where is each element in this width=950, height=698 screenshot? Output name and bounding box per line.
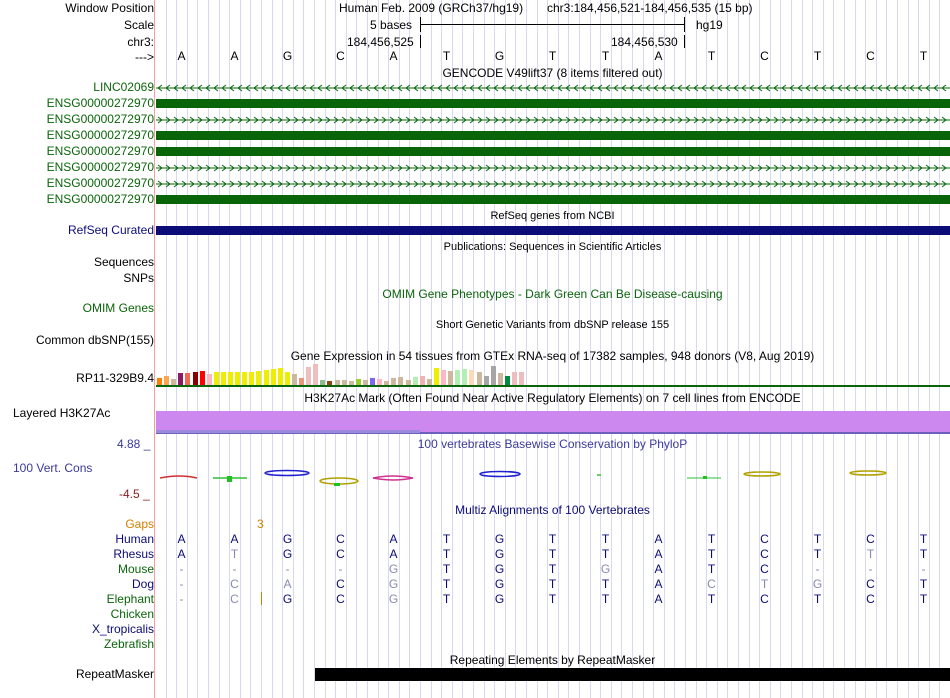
sequence-base: T bbox=[601, 49, 610, 63]
coord-left: 184,456,525 bbox=[347, 35, 414, 49]
alignment-base: A bbox=[654, 532, 663, 546]
repeatmasker-element[interactable] bbox=[315, 668, 950, 681]
gtex-tissue-bar[interactable] bbox=[306, 367, 311, 385]
alignment-base: - bbox=[285, 562, 290, 576]
gtex-tissue-bar[interactable] bbox=[477, 372, 482, 385]
alignment-base: G bbox=[388, 577, 399, 591]
refseq-label[interactable]: RefSeq Curated bbox=[67, 223, 154, 237]
gtex-tissue-bar[interactable] bbox=[264, 370, 269, 385]
alignment-base: T bbox=[442, 577, 451, 591]
multiz-species-label[interactable]: Dog bbox=[131, 577, 154, 591]
alignment-base: C bbox=[760, 547, 769, 561]
alignment-base: G bbox=[600, 562, 611, 576]
publications-track-title[interactable]: Publications: Sequences in Scientific Articles bbox=[443, 241, 662, 253]
alignment-base: A bbox=[283, 577, 292, 591]
alignment-base: A bbox=[389, 547, 398, 561]
alignment-base: G bbox=[282, 547, 293, 561]
gtex-track-title[interactable]: Gene Expression in 54 tissues from GTEx RNA-seq of 17382 samples, 948 donors (V8, Aug 2019) bbox=[290, 349, 815, 363]
gencode-gene-feature[interactable] bbox=[156, 99, 950, 108]
alignment-base: T bbox=[601, 547, 610, 561]
alignment-base: C bbox=[866, 532, 875, 546]
gtex-tissue-bar[interactable] bbox=[178, 373, 183, 385]
sequence-base: A bbox=[177, 49, 186, 63]
alignment-base: T bbox=[707, 532, 716, 546]
gaps-value: 3 bbox=[257, 517, 264, 531]
coord-left-tick bbox=[420, 35, 421, 48]
alignment-base: C bbox=[336, 592, 345, 606]
phylop-glyph-8 bbox=[687, 476, 721, 479]
alignment-base: - bbox=[815, 562, 820, 576]
alignment-base: C bbox=[336, 532, 345, 546]
alignment-base: - bbox=[179, 577, 184, 591]
alignment-base: A bbox=[654, 562, 663, 576]
sequence-base: T bbox=[813, 49, 822, 63]
gtex-tissue-bar[interactable] bbox=[462, 369, 467, 385]
sequence-base: G bbox=[282, 49, 293, 63]
multiz-species-label[interactable]: Mouse bbox=[117, 562, 154, 576]
gencode-gene-feature[interactable] bbox=[156, 147, 950, 156]
phylop-label[interactable]: 100 Vert. Cons bbox=[13, 461, 93, 475]
gtex-tissue-bar[interactable] bbox=[278, 368, 283, 385]
gap-insertion-marker bbox=[261, 592, 262, 605]
gtex-gene-line bbox=[156, 385, 950, 387]
alignment-base: C bbox=[760, 532, 769, 546]
alignment-base: A bbox=[654, 592, 663, 606]
sequence-base: C bbox=[336, 49, 345, 63]
gtex-tissue-bar[interactable] bbox=[398, 377, 403, 385]
alignment-base: C bbox=[336, 577, 345, 591]
alignment-base: T bbox=[919, 577, 928, 591]
sequence-base: A bbox=[230, 49, 239, 63]
alignment-base: G bbox=[812, 577, 823, 591]
multiz-track-title[interactable]: Multiz Alignments of 100 Vertebrates bbox=[455, 503, 650, 517]
gtex-tissue-bar[interactable] bbox=[299, 378, 304, 385]
sequence-base: A bbox=[654, 49, 663, 63]
gencode-gene-feature[interactable] bbox=[156, 178, 950, 190]
position-readout: chr3:184,456,521-184,456,535 (15 bp) bbox=[547, 1, 753, 15]
gencode-item-label[interactable]: LINC02069 bbox=[93, 80, 154, 94]
sequence-base: T bbox=[919, 49, 928, 63]
multiz-species-label[interactable]: Chicken bbox=[110, 607, 154, 621]
dbsnp-track-title[interactable]: Short Genetic Variants from dbSNP release 155 bbox=[435, 319, 670, 331]
alignment-base: T bbox=[813, 592, 822, 606]
alignment-base: G bbox=[388, 592, 399, 606]
alignment-base: A bbox=[654, 547, 663, 561]
gtex-tissue-bar[interactable] bbox=[242, 372, 247, 385]
sequence-base: T bbox=[442, 49, 451, 63]
gtex-tissue-bar[interactable] bbox=[519, 372, 524, 385]
gaps-label: Gaps bbox=[125, 517, 154, 531]
alignment-base: T bbox=[230, 547, 239, 561]
phylop-glyph-5 bbox=[373, 476, 413, 480]
gencode-item-label[interactable]: ENSG00000272970 bbox=[46, 128, 154, 142]
sequence-base: C bbox=[760, 49, 769, 63]
gtex-tissue-bar[interactable] bbox=[193, 372, 198, 385]
alignment-base: T bbox=[919, 592, 928, 606]
gtex-tissue-bar[interactable] bbox=[491, 366, 496, 385]
h3k27ac-track-title[interactable]: H3K27Ac Mark (Often Found Near Active Regulatory Elements) on 7 cell lines from ENCODE bbox=[304, 391, 801, 405]
alignment-base: C bbox=[336, 547, 345, 561]
alignment-base: A bbox=[177, 547, 186, 561]
scale-bar-left-tick bbox=[420, 17, 421, 32]
alignment-base: A bbox=[177, 532, 186, 546]
alignment-base: C bbox=[866, 592, 875, 606]
alignment-base: C bbox=[230, 592, 239, 606]
sequence-base: T bbox=[548, 49, 557, 63]
alignment-base: T bbox=[760, 577, 769, 591]
alignment-base: T bbox=[548, 577, 557, 591]
alignment-base: T bbox=[548, 562, 557, 576]
alignment-base: T bbox=[442, 547, 451, 561]
gtex-tissue-bar[interactable] bbox=[249, 372, 254, 385]
gtex-tissue-bar[interactable] bbox=[313, 364, 318, 385]
alignment-base: T bbox=[442, 592, 451, 606]
gencode-item-label[interactable]: ENSG00000272970 bbox=[46, 160, 154, 174]
db-label: hg19 bbox=[696, 18, 723, 32]
h3k27ac-label[interactable]: Layered H3K27Ac bbox=[13, 406, 111, 420]
alignment-base: T bbox=[548, 592, 557, 606]
scale-bar bbox=[420, 24, 685, 25]
repeatmasker-track-title[interactable]: Repeating Elements by RepeatMasker bbox=[449, 653, 656, 667]
alignment-base: - bbox=[179, 562, 184, 576]
gtex-tissue-bar[interactable] bbox=[391, 378, 396, 385]
phylop-min: -4.5 _ bbox=[119, 487, 150, 501]
repeatmasker-label[interactable]: RepeatMasker bbox=[75, 667, 154, 681]
h3k27ac-layer-edge bbox=[156, 430, 420, 433]
gtex-tissue-bar[interactable] bbox=[469, 370, 474, 385]
alignment-base: T bbox=[442, 532, 451, 546]
alignment-base: G bbox=[494, 562, 505, 576]
gtex-tissue-bar[interactable] bbox=[455, 370, 460, 385]
gencode-track-title[interactable]: GENCODE V49lift37 (8 items filtered out) bbox=[442, 66, 663, 80]
phylop-glyph-9 bbox=[744, 472, 780, 476]
gtex-tissue-bar[interactable] bbox=[256, 371, 261, 385]
alignment-base: A bbox=[389, 532, 398, 546]
gencode-gene-feature[interactable] bbox=[156, 114, 950, 126]
phylop-glyph-4 bbox=[320, 478, 358, 486]
sequence-base: C bbox=[866, 49, 875, 63]
gtex-tissue-bar[interactable] bbox=[498, 373, 503, 385]
alignment-base: T bbox=[601, 592, 610, 606]
alignment-base: G bbox=[282, 592, 293, 606]
gtex-tissue-bar[interactable] bbox=[185, 373, 190, 385]
coord-right-tick bbox=[684, 35, 685, 48]
multiz-species-label[interactable]: Elephant bbox=[106, 592, 154, 606]
alignment-base: T bbox=[601, 577, 610, 591]
gtex-tissue-bar[interactable] bbox=[271, 369, 276, 385]
gtex-tissue-bar[interactable] bbox=[413, 377, 418, 385]
scale-text: 5 bases bbox=[370, 18, 413, 32]
alignment-base: G bbox=[282, 532, 293, 546]
alignment-base: T bbox=[707, 592, 716, 606]
alignment-base: G bbox=[494, 592, 505, 606]
scale-label: Scale bbox=[123, 18, 154, 32]
gencode-item-label[interactable]: ENSG00000272970 bbox=[46, 192, 154, 206]
gtex-tissue-bar[interactable] bbox=[505, 376, 510, 385]
gtex-tissue-bar[interactable] bbox=[484, 376, 489, 385]
scale-bar-right-tick bbox=[684, 17, 685, 32]
gencode-item-label[interactable]: ENSG00000272970 bbox=[46, 96, 154, 110]
alignment-base: G bbox=[494, 547, 505, 561]
alignment-base: G bbox=[494, 532, 505, 546]
gtex-tissue-bar[interactable] bbox=[434, 368, 439, 385]
gtex-tissue-bar[interactable] bbox=[420, 376, 425, 385]
sequence-base: T bbox=[707, 49, 716, 63]
omim-label[interactable]: OMIM Genes bbox=[82, 301, 154, 315]
sequence-base: G bbox=[494, 49, 505, 63]
gtex-tissue-bar[interactable] bbox=[441, 370, 446, 385]
alignment-base: T bbox=[548, 547, 557, 561]
alignment-base: T bbox=[707, 547, 716, 561]
omim-track-title[interactable]: OMIM Gene Phenotypes - Dark Green Can Be Disease-causing bbox=[382, 287, 723, 301]
gtex-tissue-bar[interactable] bbox=[221, 372, 226, 385]
multiz-species-label[interactable]: Human bbox=[115, 532, 154, 546]
gtex-tissue-bar[interactable] bbox=[200, 371, 205, 385]
phylop-glyph-10 bbox=[850, 471, 886, 475]
gencode-gene-feature[interactable] bbox=[156, 82, 950, 94]
alignment-base: - bbox=[338, 562, 343, 576]
alignment-base: A bbox=[654, 577, 663, 591]
gencode-gene-feature[interactable] bbox=[156, 162, 950, 174]
gtex-tissue-bar[interactable] bbox=[370, 378, 375, 385]
alignment-base: T bbox=[707, 562, 716, 576]
phylop-track-title[interactable]: 100 vertebrates Basewise Conservation by PhyloP bbox=[417, 437, 688, 451]
assembly-title: Human Feb. 2009 (GRCh37/hg19) bbox=[339, 1, 524, 15]
alignment-base: T bbox=[548, 532, 557, 546]
alignment-base: - bbox=[868, 562, 873, 576]
strand-label: ---> bbox=[135, 50, 154, 64]
phylop-max: 4.88 _ bbox=[117, 437, 151, 451]
gencode-item-label[interactable]: ENSG00000272970 bbox=[46, 112, 154, 126]
gtex-tissue-bar[interactable] bbox=[448, 371, 453, 385]
gencode-gene-feature[interactable] bbox=[156, 131, 950, 140]
chrom-label: chr3: bbox=[127, 35, 154, 49]
alignment-base: - bbox=[921, 562, 926, 576]
phylop-signal[interactable] bbox=[155, 462, 950, 492]
phylop-glyph-1 bbox=[160, 476, 197, 478]
alignment-base: A bbox=[230, 532, 239, 546]
alignment-base: - bbox=[232, 562, 237, 576]
alignment-base: G bbox=[494, 577, 505, 591]
gtex-label[interactable]: RP11-329B9.4 bbox=[76, 371, 154, 385]
alignment-base: T bbox=[601, 532, 610, 546]
phylop-glyph-2 bbox=[213, 476, 247, 482]
gencode-item-label[interactable]: ENSG00000272970 bbox=[46, 176, 154, 190]
alignment-base: C bbox=[707, 577, 716, 591]
alignment-base: C bbox=[866, 577, 875, 591]
gtex-tissue-bar[interactable] bbox=[207, 374, 212, 385]
gtex-tissue-bar[interactable] bbox=[157, 378, 162, 385]
gtex-tissue-bar[interactable] bbox=[164, 376, 169, 385]
publications-sequences-label[interactable]: Sequences bbox=[93, 255, 154, 269]
multiz-species-label[interactable]: Rhesus bbox=[113, 547, 154, 561]
alignment-base: T bbox=[919, 532, 928, 546]
sequence-base: A bbox=[389, 49, 398, 63]
gtex-tissue-bar[interactable] bbox=[292, 374, 297, 385]
publications-snps-label[interactable]: SNPs bbox=[123, 271, 154, 285]
alignment-base: T bbox=[813, 532, 822, 546]
gtex-tissue-bar[interactable] bbox=[285, 372, 290, 385]
window-position-label: Window Position bbox=[65, 1, 154, 15]
multiz-species-label[interactable]: Zebrafish bbox=[103, 637, 154, 651]
multiz-species-label[interactable]: X_tropicalis bbox=[91, 622, 154, 636]
refseq-gene-feature[interactable] bbox=[156, 226, 950, 235]
phylop-glyph-3 bbox=[265, 471, 309, 476]
refseq-track-title[interactable]: RefSeq genes from NCBI bbox=[490, 210, 615, 222]
alignment-base: T bbox=[919, 547, 928, 561]
gtex-bar-chart[interactable] bbox=[156, 364, 556, 385]
gencode-item-label[interactable]: ENSG00000272970 bbox=[46, 144, 154, 158]
gtex-tissue-bar[interactable] bbox=[228, 372, 233, 385]
gtex-tissue-bar[interactable] bbox=[235, 372, 240, 385]
alignment-base: T bbox=[442, 562, 451, 576]
phylop-glyph-6 bbox=[480, 472, 520, 477]
alignment-base: C bbox=[230, 577, 239, 591]
alignment-base: G bbox=[388, 562, 399, 576]
alignment-base: - bbox=[179, 592, 184, 606]
alignment-base: T bbox=[813, 547, 822, 561]
dbsnp-label[interactable]: Common dbSNP(155) bbox=[35, 333, 154, 347]
gtex-tissue-bar[interactable] bbox=[512, 372, 517, 385]
alignment-base: C bbox=[760, 592, 769, 606]
coord-right: 184,456,530 bbox=[611, 35, 678, 49]
alignment-base: C bbox=[760, 562, 769, 576]
gtex-tissue-bar[interactable] bbox=[214, 372, 219, 385]
gencode-gene-feature[interactable] bbox=[156, 195, 950, 204]
alignment-base: T bbox=[866, 547, 875, 561]
